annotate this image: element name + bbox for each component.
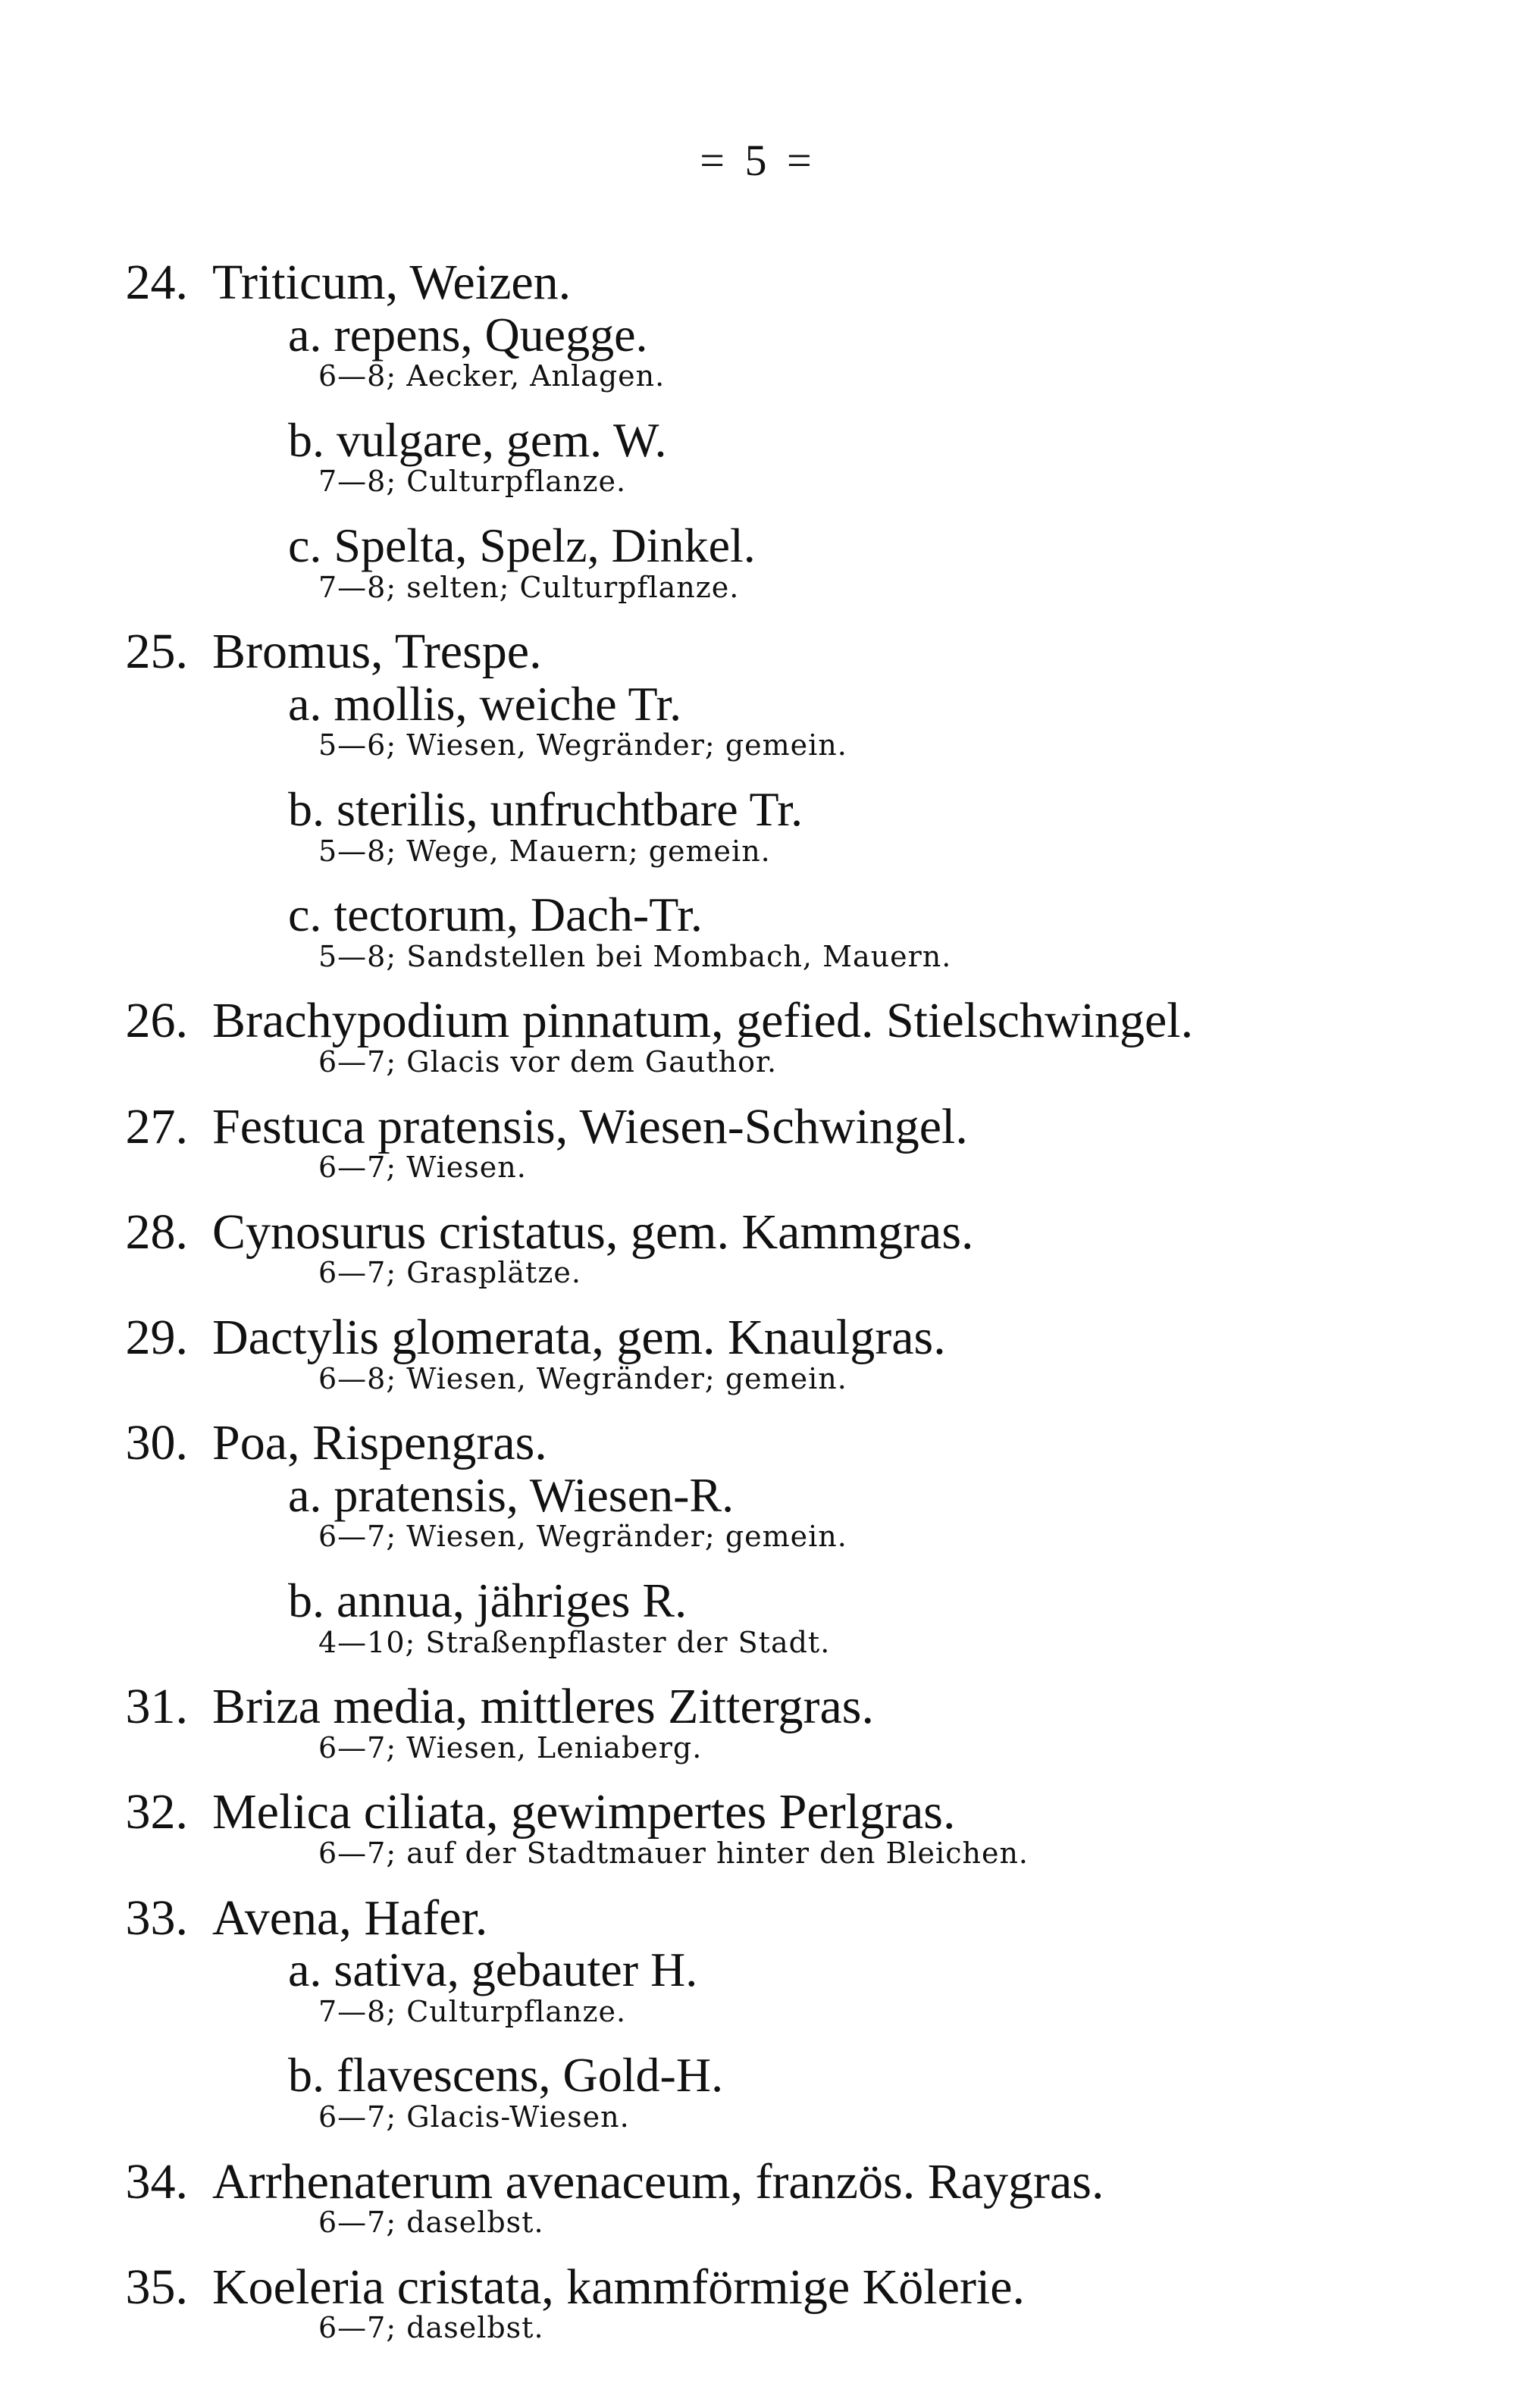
entry-number: 30. bbox=[125, 1415, 188, 1471]
subspecies-entry: c. tectorum, Dach-Tr. bbox=[288, 888, 703, 942]
habitat-note: 6—7; Glacis vor dem Gauthor. bbox=[318, 1045, 778, 1079]
species-entry bbox=[89, 1098, 968, 1156]
habitat-note: 6—7; Wiesen, Wegränder; gemein. bbox=[318, 1520, 847, 1554]
species-entry bbox=[89, 2259, 1025, 2316]
entry-name: Dactylis glomerata, gem. Knaulgras. bbox=[212, 1310, 946, 1365]
species-entry bbox=[89, 623, 542, 681]
entry-name: Triticum, Weizen. bbox=[212, 255, 572, 310]
habitat-note: 5—8; Sandstellen bei Mombach, Mauern. bbox=[318, 939, 952, 973]
habitat-note: 7—8; Culturpflanze. bbox=[318, 1994, 627, 2028]
entry-name: Bromus, Trespe. bbox=[212, 624, 542, 680]
species-entry bbox=[89, 992, 1193, 1050]
habitat-note: 5—8; Wege, Mauern; gemein. bbox=[318, 834, 771, 868]
habitat-note: 7—8; selten; Culturpflanze. bbox=[318, 570, 740, 604]
subspecies-entry: a. sativa, gebauter H. bbox=[288, 1943, 698, 1997]
page-number: = 5 = bbox=[700, 136, 816, 185]
species-entry bbox=[89, 1783, 955, 1841]
entry-number: 35. bbox=[125, 2259, 188, 2315]
species-entry bbox=[89, 1309, 946, 1367]
species-entry bbox=[89, 2153, 1104, 2211]
subspecies-entry: b. flavescens, Gold-H. bbox=[288, 2048, 724, 2103]
entry-number: 27. bbox=[125, 1098, 188, 1154]
entry-name: Poa, Rispengras. bbox=[212, 1415, 547, 1471]
habitat-note: 7—8; Culturpflanze. bbox=[318, 465, 627, 499]
entry-name: Cynosurus cristatus, gem. Kammgras. bbox=[212, 1204, 974, 1260]
entry-name: Brachypodium pinnatum, gefied. Stielschwingel. bbox=[212, 993, 1194, 1049]
habitat-note: 6—7; Wiesen, Leniaberg. bbox=[318, 1730, 703, 1765]
entry-name: Avena, Hafer. bbox=[212, 1890, 488, 1946]
species-entry bbox=[89, 254, 571, 312]
habitat-note: 6—8; Wiesen, Wegränder; gemein. bbox=[318, 1361, 847, 1395]
subspecies-entry: a. repens, Quegge. bbox=[288, 307, 648, 362]
entry-name: Koeleria cristata, kammförmige Kölerie. bbox=[212, 2259, 1026, 2315]
entry-number: 33. bbox=[125, 1890, 188, 1946]
subspecies-entry: a. pratensis, Wiesen-R. bbox=[288, 1467, 735, 1522]
entry-number: 28. bbox=[125, 1204, 188, 1260]
habitat-note: 6—7; daselbst. bbox=[318, 2311, 544, 2345]
entry-number: 34. bbox=[125, 2153, 188, 2209]
entry-number: 31. bbox=[125, 1679, 188, 1735]
entry-name: Briza media, mittleres Zittergras. bbox=[212, 1679, 874, 1735]
entry-number: 29. bbox=[125, 1310, 188, 1365]
habitat-note: 6—7; Wiesen. bbox=[318, 1151, 527, 1185]
entry-name: Arrhenaterum avenaceum, französ. Raygras. bbox=[212, 2153, 1104, 2209]
entry-number: 24. bbox=[125, 255, 188, 310]
subspecies-entry: b. vulgare, gem. W. bbox=[288, 412, 667, 467]
habitat-note: 6—7; auf der Stadtmauer hinter den Bleichen. bbox=[318, 1837, 1029, 1870]
habitat-note: 6—7; daselbst. bbox=[318, 2206, 544, 2240]
entry-number: 26. bbox=[125, 993, 188, 1049]
entry-number: 25. bbox=[125, 624, 188, 680]
habitat-note: 6—7; Grasplätze. bbox=[318, 1256, 581, 1290]
habitat-note: 4—10; Straßenpflaster der Stadt. bbox=[318, 1625, 831, 1659]
habitat-note: 6—8; Aecker, Anlagen. bbox=[318, 359, 666, 393]
entry-number: 32. bbox=[125, 1784, 188, 1840]
species-entry bbox=[89, 1678, 874, 1736]
subspecies-entry: b. annua, jähriges R. bbox=[288, 1573, 688, 1627]
habitat-note: 5—6; Wiesen, Wegränder; gemein. bbox=[318, 728, 847, 762]
species-entry bbox=[89, 1414, 547, 1472]
subspecies-entry: b. sterilis, unfruchtbare Tr. bbox=[288, 782, 803, 836]
entry-name: Melica ciliata, gewimpertes Perlgras. bbox=[212, 1784, 956, 1840]
subspecies-entry: c. Spelta, Spelz, Dinkel. bbox=[288, 518, 756, 572]
subspecies-entry: a. mollis, weiche Tr. bbox=[288, 676, 682, 731]
entry-name: Festuca pratensis, Wiesen-Schwingel. bbox=[212, 1098, 968, 1154]
species-entry bbox=[89, 1204, 974, 1261]
species-entry bbox=[89, 1890, 487, 1947]
habitat-note: 6—7; Glacis-Wiesen. bbox=[318, 2100, 630, 2134]
